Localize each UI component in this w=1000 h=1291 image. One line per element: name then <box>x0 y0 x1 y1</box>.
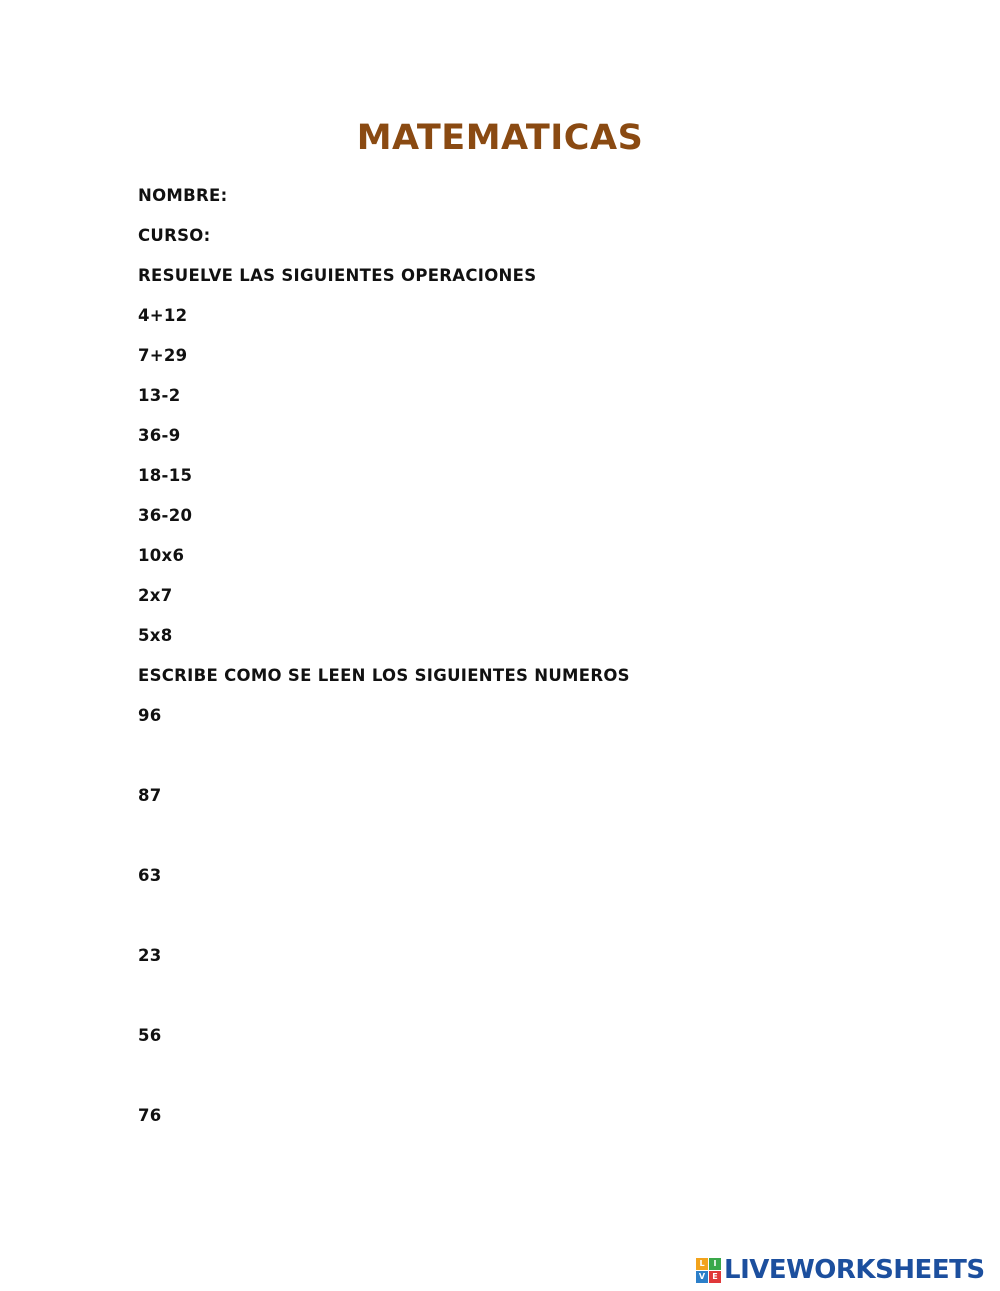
number-item: 76 <box>138 1106 162 1125</box>
operation-item: 2x7 <box>138 586 173 605</box>
nombre-label: NOMBRE: <box>138 186 228 205</box>
logo-letter-l: L <box>696 1258 708 1270</box>
operation-item: 7+29 <box>138 346 188 365</box>
liveworksheets-brand: LIVEWORKSHEETS <box>724 1255 985 1285</box>
number-item: 87 <box>138 786 162 805</box>
logo-letter-v: V <box>696 1271 708 1283</box>
operation-item: 13-2 <box>138 386 181 405</box>
worksheet-title: MATEMATICAS <box>356 118 644 158</box>
curso-label: CURSO: <box>138 226 211 245</box>
operation-item: 36-9 <box>138 426 181 445</box>
number-item: 23 <box>138 946 162 965</box>
number-item: 56 <box>138 1026 162 1045</box>
operation-item: 18-15 <box>138 466 193 485</box>
number-item: 96 <box>138 706 162 725</box>
logo-letter-i: I <box>709 1258 721 1270</box>
operation-item: 4+12 <box>138 306 188 325</box>
section-operations-heading: RESUELVE LAS SIGUIENTES OPERACIONES <box>138 266 537 285</box>
logo-letter-e: E <box>709 1271 721 1283</box>
liveworksheets-footer <box>696 1256 985 1284</box>
operation-item: 10x6 <box>138 546 185 565</box>
section-numbers-heading: ESCRIBE COMO SE LEEN LOS SIGUIENTES NUMEROS <box>138 666 630 685</box>
liveworksheets-logo-icon <box>696 1258 721 1283</box>
operation-item: 36-20 <box>138 506 193 525</box>
number-item: 63 <box>138 866 162 885</box>
operation-item: 5x8 <box>138 626 173 645</box>
